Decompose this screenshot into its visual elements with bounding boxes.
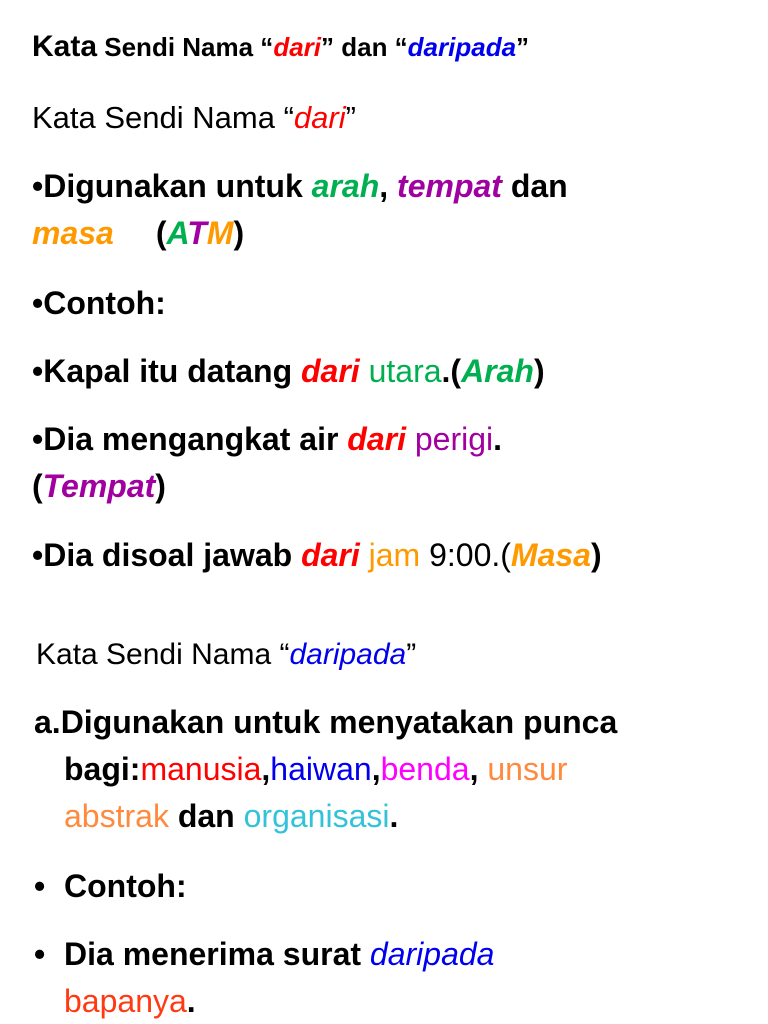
ex3-close: ) [590,537,602,573]
ex2-tempat: Tempat [42,468,156,504]
example-3 [32,539,602,571]
ex1-arah: Arah [461,353,534,389]
atm-a: A [166,215,188,251]
example-1 [32,355,545,387]
atm-close: ) [233,215,245,251]
point-a-line3 [64,800,398,832]
pa-haiwan: haiwan [270,751,372,787]
pa-dot: . [389,798,399,834]
bullet-usage-line2 [32,217,244,249]
s2-ex-dot: . [186,983,196,1019]
ex2-dot: . [493,421,503,457]
usage-text: •Digunakan untuk [32,168,312,204]
usage-tempat: tempat [397,168,502,204]
s2-ex-daripada: daripada [369,936,495,972]
ex3-text: •Dia disoal jawab [32,537,302,573]
title-daripada: daripada [407,32,517,62]
slide1-title [32,32,529,62]
pa-benda: benda [380,751,470,787]
subtitle-end: ” [345,100,356,135]
subtitle-dari: dari [293,100,346,135]
title-mid: ” dan “ [321,32,408,62]
ex1-close: ) [533,353,545,389]
s2-title-daripada: daripada [289,638,407,671]
ex1-dari: dari [301,353,360,389]
ex3-jam: jam [359,537,421,573]
s2-example-line1 [34,938,494,970]
pa-c3: , [469,751,488,787]
pa-unsur: unsur [487,751,568,787]
atm-t: T [187,215,207,251]
pa-dan: dan [168,798,244,834]
ex2-open: ( [32,468,43,504]
s2-contoh-label: Contoh: [64,868,187,904]
usage-comma: , [379,168,398,204]
s2-ex-text: Dia menerima surat [64,936,370,972]
usage-masa: masa [32,215,114,251]
slide2-contoh [34,870,187,902]
usage-dan: dan [501,168,568,204]
ex3-masa: Masa [510,537,591,573]
s2-contoh-bullet: • [34,868,46,904]
point-a-line1: a.Digunakan untuk menyatakan punca [34,704,618,740]
ex1-dot: .( [441,353,462,389]
s2-title-text: Kata Sendi Nama “ [36,638,290,671]
ex1-text: •Kapal itu datang [32,353,301,389]
s2-ex-bullet: • [34,936,46,972]
title-end: ” [516,32,530,62]
example-2-line2 [32,470,166,502]
slide1-subtitle [32,102,356,133]
ex3-time: 9:00.( [420,537,511,573]
s2-example-line2 [64,985,196,1017]
pa-abstrak: abstrak [64,798,169,834]
s2-title-end: ” [406,638,417,671]
subtitle-text: Kata Sendi Nama “ [32,100,294,135]
ex1-utara: utara [359,353,442,389]
pa-manusia: manusia [140,751,262,787]
ex2-text: •Dia mengangkat air [32,421,348,457]
bullet-usage-line1 [32,170,568,202]
title-kata: Kata [32,30,98,63]
ex2-dari: dari [347,421,406,457]
ex2-perigi: perigi [405,421,494,457]
pa-c1: , [261,751,271,787]
atm-m: M [206,215,234,251]
title-rest: Sendi Nama “ [97,32,274,62]
ex3-dari: dari [301,537,360,573]
slide2-title [36,640,416,670]
pa-bagi: bagi: [64,751,141,787]
pa-organisasi: organisasi [243,798,390,834]
ex2-close: ) [155,468,166,504]
usage-arah: arah [311,168,380,204]
atm-open: ( [155,215,167,251]
pa-c2: , [371,751,381,787]
slide1-contoh: •Contoh: [32,285,166,321]
s2-ex-bapanya: bapanya [64,983,187,1019]
title-dari: dari [273,32,321,62]
point-a-line2 [64,753,567,785]
example-2-line1 [32,423,502,455]
